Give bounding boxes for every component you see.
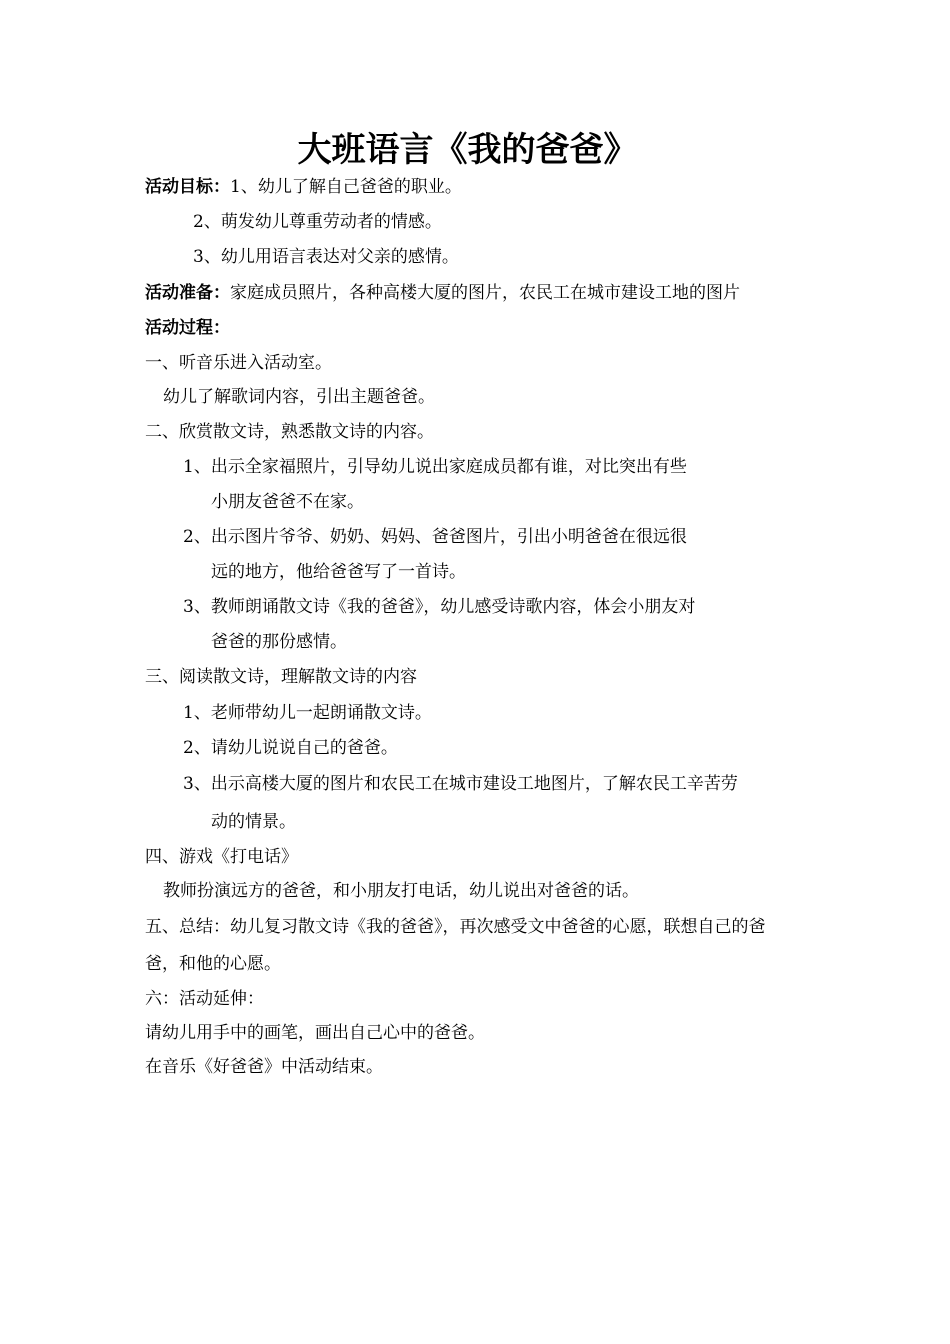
section1-heading: 一、听音乐进入活动室。 bbox=[145, 353, 332, 373]
section2-item2-line2: 远的地方，他给爸爸写了一首诗。 bbox=[211, 562, 466, 582]
section4-text: 教师扮演远方的爸爸，和小朋友打电话，幼儿说出对爸爸的话。 bbox=[163, 881, 639, 901]
section2-heading: 二、欣赏散文诗，熟悉散文诗的内容。 bbox=[145, 422, 434, 442]
section3-heading: 三、阅读散文诗，理解散文诗的内容 bbox=[145, 667, 417, 687]
section2-item3-line2: 爸爸的那份感情。 bbox=[211, 632, 347, 652]
section3-item3-line2: 动的情景。 bbox=[211, 812, 296, 832]
goals-label: 活动目标： bbox=[145, 177, 230, 197]
section3-item2: 2、请幼儿说说自己的爸爸。 bbox=[183, 738, 398, 758]
section2-item1-line1: 1、出示全家福照片，引导幼儿说出家庭成员都有谁，对比突出有些 bbox=[183, 457, 687, 477]
preparation-text: 家庭成员照片，各种高楼大厦的图片，农民工在城市建设工地的图片 bbox=[230, 283, 740, 303]
section4-heading: 四、游戏《打电话》 bbox=[145, 847, 298, 867]
section2-item2-line1: 2、出示图片爷爷、奶奶、妈妈、爸爸图片，引出小明爸爸在很远很 bbox=[183, 527, 687, 547]
goals-line bbox=[145, 174, 462, 200]
preparation-label: 活动准备： bbox=[145, 283, 230, 303]
section5-line1: 五、总结：幼儿复习散文诗《我的爸爸》，再次感受文中爸爸的心愿，联想自己的爸 bbox=[145, 917, 766, 937]
section3-item3-line1: 3、出示高楼大厦的图片和农民工在城市建设工地图片，了解农民工辛苦劳 bbox=[183, 774, 738, 794]
section5-line2: 爸，和他的心愿。 bbox=[145, 954, 281, 974]
section6-heading: 六：活动延伸： bbox=[145, 989, 264, 1009]
goal-item-3: 3、幼儿用语言表达对父亲的感情。 bbox=[193, 247, 459, 267]
section3-item1: 1、老师带幼儿一起朗诵散文诗。 bbox=[183, 703, 432, 723]
goal-item-1: 1、幼儿了解自己爸爸的职业。 bbox=[230, 177, 462, 197]
section6-text1: 请幼儿用手中的画笔，画出自己心中的爸爸。 bbox=[145, 1023, 485, 1043]
section1-text: 幼儿了解歌词内容，引出主题爸爸。 bbox=[163, 387, 435, 407]
document-title: 大班语言《我的爸爸》 bbox=[297, 130, 638, 170]
process-label: 活动过程： bbox=[145, 318, 230, 338]
preparation-line bbox=[145, 280, 740, 306]
section2-item3-line1: 3、教师朗诵散文诗《我的爸爸》，幼儿感受诗歌内容，体会小朋友对 bbox=[183, 597, 696, 617]
section2-item1-line2: 小朋友爸爸不在家。 bbox=[211, 492, 364, 512]
section6-text2: 在音乐《好爸爸》中活动结束。 bbox=[145, 1057, 383, 1077]
goal-item-2: 2、萌发幼儿尊重劳动者的情感。 bbox=[193, 212, 442, 232]
